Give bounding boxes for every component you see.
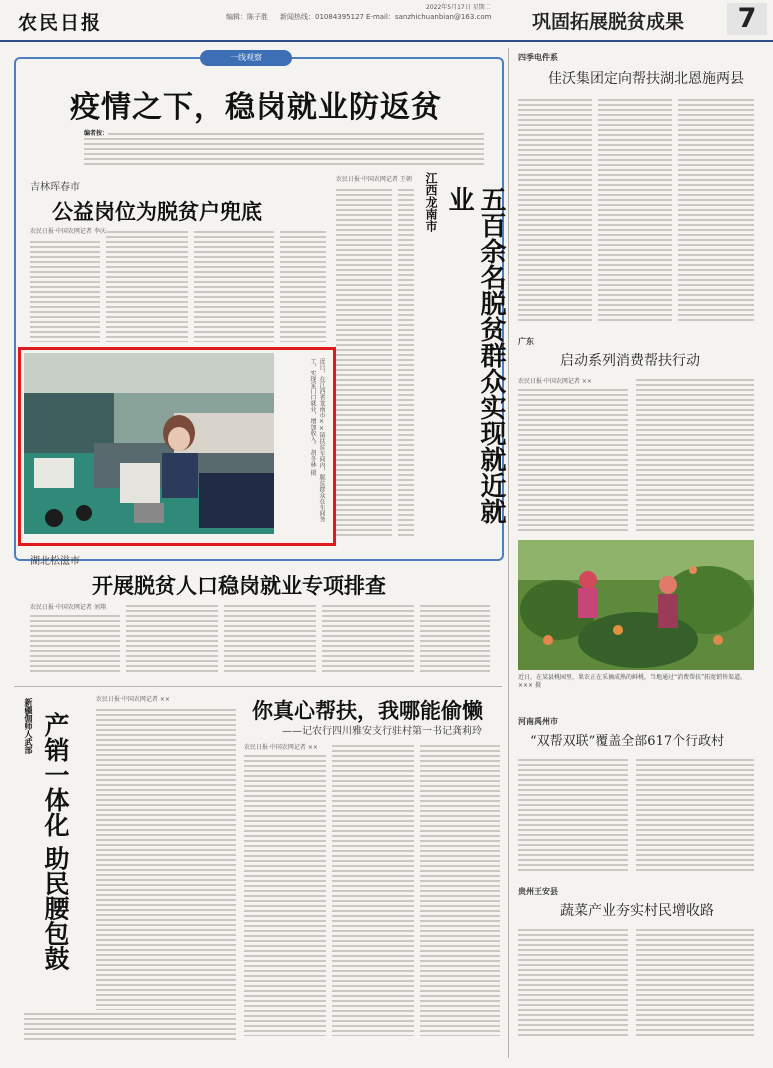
factory-photo-image — [24, 353, 274, 534]
right2-title: 启动系列消费帮扶行动 — [560, 353, 700, 369]
sichuan-body-col1 — [244, 752, 326, 1036]
divider-rule — [14, 686, 502, 687]
jilin-title: 公益岗位为脱贫户兜底 — [52, 199, 262, 224]
sichuan-title: 你真心帮扶，我哪能偷懒 — [252, 698, 483, 723]
editor-info: 编辑：陈子胜 — [226, 13, 268, 21]
right4-body-col2 — [636, 926, 754, 1038]
right1-body-col2 — [598, 96, 672, 324]
xinjiang-byline: 农民日报·中国农网记者 ×× — [96, 696, 170, 703]
issue-date: 2022年5月17日 星期二 — [426, 4, 491, 11]
hubei-body-col2 — [126, 602, 218, 674]
right4-label: 贵州王安县 — [518, 887, 558, 896]
right1-title: 佳沃集团定向帮扶湖北恩施两县 — [548, 71, 744, 87]
hubei-byline: 农民日报·中国农网记者 刘翔 — [30, 604, 106, 611]
peach-photo — [518, 540, 754, 670]
xinjiang-title: 产销一体化 助民腰包鼓 — [41, 712, 70, 971]
right3-body-col2 — [636, 756, 754, 872]
xinjiang-kicker: 新疆伽师人武部 — [24, 698, 34, 754]
sichuan-body-col3 — [420, 742, 500, 1036]
hubei-kicker: 湖北松滋市 — [30, 556, 80, 567]
hubei-body-col3 — [224, 602, 316, 674]
jiangxi-kicker: 江西龙南市 — [424, 172, 438, 232]
hubei-title: 开展脱贫人口稳岗就业专项排查 — [92, 573, 386, 598]
hotline-info: 新闻热线：01084395127 — [280, 13, 364, 21]
right4-body-col1 — [518, 926, 628, 1038]
jiangxi-byline: 农民日报·中国农网记者 王朝 — [336, 176, 412, 183]
factory-photo-caption: 近日，在江西省龙南市××镇扶贫车间内，脱贫群众在车间务工，实现家门口就业，增加收入。 胡冬林 摄 — [309, 358, 325, 522]
jiangxi-body-col2 — [398, 186, 414, 536]
peach-photo-image — [518, 540, 754, 670]
hubei-body-col5 — [420, 602, 490, 674]
xinjiang-body-bottom — [24, 1010, 236, 1040]
sichuan-subtitle: ——记农行四川雅安支行驻村第一书记龚莉玲 — [282, 726, 482, 737]
feature-headline: 疫情之下，稳岗就业防返贫 — [70, 90, 442, 125]
masthead — [0, 0, 773, 42]
right2-label: 广东 — [518, 337, 534, 346]
sichuan-body-col2 — [332, 742, 414, 1036]
jilin-byline: 农民日报·中国农网记者 李庆 — [30, 228, 106, 235]
editor-note-text — [84, 130, 484, 166]
factory-photo-credit: 胡冬林 摄 — [309, 449, 316, 476]
right1-label: 四季电件系 — [518, 53, 558, 62]
jiangxi-body-col1 — [336, 186, 392, 536]
email-info: E-mail：sanzhichuanbian@163.com — [366, 13, 492, 21]
right2-byline: 农民日报·中国农网记者 ×× — [518, 378, 592, 385]
editor-note-label: 编者按： — [84, 130, 109, 137]
column-divider — [508, 48, 509, 1058]
jilin-body-col1 — [30, 238, 100, 342]
right1-body-col1 — [518, 96, 592, 324]
peach-photo-credit: ××× 摄 — [518, 682, 541, 689]
right3-title: “双帮双联”覆盖全部617个行政村 — [530, 734, 725, 749]
jilin-body-col2 — [106, 228, 188, 342]
hubei-body-col4 — [322, 602, 414, 674]
right3-body-col1 — [518, 756, 628, 872]
factory-photo — [24, 353, 274, 534]
peach-photo-caption: 近日，在某县桃园里，果农正在采摘成熟的鲜桃，当地通过“消费帮扶”拓宽销售渠道。 ××× 摄 — [518, 674, 747, 689]
hubei-body-col1 — [30, 612, 120, 674]
feature-badge: 一线观察 — [200, 50, 292, 66]
jilin-body-col4 — [280, 228, 326, 342]
jilin-body-col3 — [194, 228, 274, 342]
newspaper-logo: 农民日报 — [18, 12, 103, 34]
sichuan-byline: 农民日报·中国农网记者 ×× — [244, 744, 318, 751]
jilin-kicker: 吉林珲春市 — [30, 182, 80, 193]
right4-title: 蔬菜产业夯实村民增收路 — [560, 903, 714, 919]
page-number: 7 — [727, 3, 767, 35]
right2-body-col2 — [636, 376, 754, 534]
right2-body-col1 — [518, 386, 628, 534]
right1-body-col3 — [678, 96, 754, 324]
right3-label: 河南禹州市 — [518, 717, 558, 726]
jiangxi-title: 五百余名脱贫群众实现就近就业 — [444, 186, 506, 524]
section-title: 巩固拓展脱贫成果 — [532, 11, 685, 33]
xinjiang-body — [96, 706, 236, 1022]
